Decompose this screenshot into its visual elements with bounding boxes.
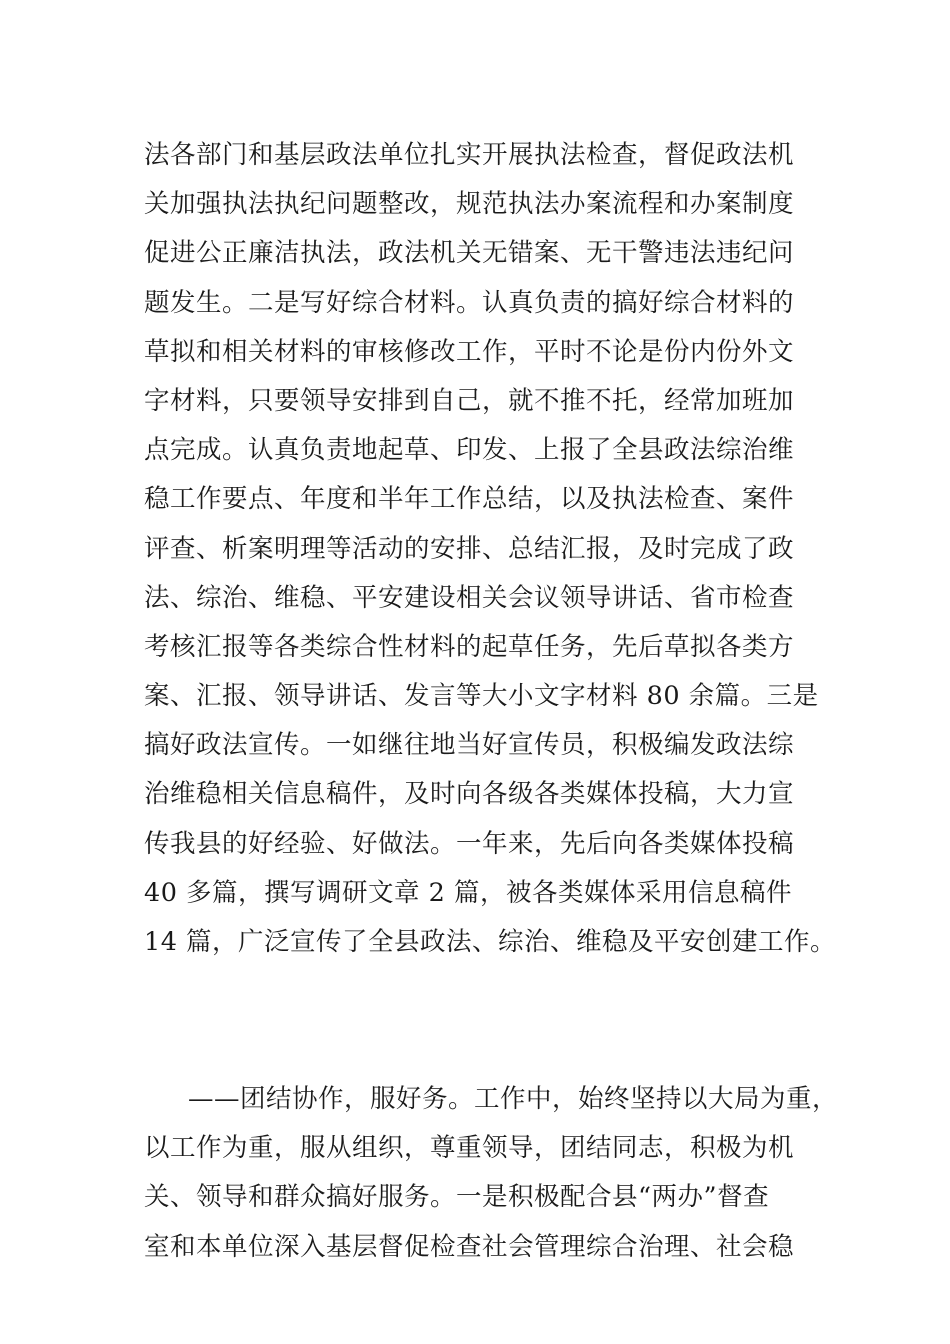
text-line: 案、汇报、领导讲话、发言等大小文字材料 80 余篇。三是 — [144, 681, 819, 712]
text-line: 稳工作要点、年度和半年工作总结，以及执法检查、案件 — [144, 484, 795, 515]
text-line: 考核汇报等各类综合性材料的起草任务，先后草拟各类方 — [144, 631, 795, 662]
text-line: 题发生。二是写好综合材料。认真负责的搞好综合材料的 — [144, 287, 795, 318]
text-line: 以工作为重，服从组织，尊重领导，团结同志，积极为机 — [144, 1133, 795, 1164]
text-line: 法、综治、维稳、平安建设相关会议领导讲话、省市检查 — [144, 582, 795, 613]
text-line: 草拟和相关材料的审核修改工作，平时不论是份内份外文 — [144, 336, 795, 367]
text-line: 评查、析案明理等活动的安排、总结汇报，及时完成了政 — [144, 533, 795, 564]
text-line: 40 多篇，撰写调研文章 2 篇，被各类媒体采用信息稿件 — [144, 877, 792, 908]
text-line: ——团结协作，服好务。工作中，始终坚持以大局为重， — [188, 1084, 839, 1114]
paragraph-2 — [144, 1075, 839, 1272]
text-line: 关、领导和群众搞好服务。一是积极配合县“两办”督查 — [144, 1182, 770, 1213]
text-line: 字材料，只要领导安排到自己，就不推不托，经常加班加 — [144, 385, 795, 416]
text-line: 促进公正廉洁执法，政法机关无错案、无干警违法违纪问 — [144, 238, 795, 269]
text-line: 治维稳相关信息稿件，及时向各级各类媒体投稿，大力宣 — [144, 779, 795, 810]
text-line: 点完成。认真负责地起草、印发、上报了全县政法综治维 — [144, 435, 795, 466]
text-line: 14 篇，广泛宣传了全县政法、综治、维稳及平安创建工作。 — [144, 927, 837, 957]
paragraph-1 — [144, 131, 837, 967]
text-line: 法各部门和基层政法单位扎实开展执法检查，督促政法机 — [144, 140, 795, 170]
text-line: 关加强执法执纪问题整改，规范执法办案流程和办案制度 — [144, 189, 795, 220]
text-line: 传我县的好经验、好做法。一年来，先后向各类媒体投稿 — [144, 828, 795, 859]
text-line: 搞好政法宣传。一如继往地当好宣传员，积极编发政法综 — [144, 730, 795, 761]
text-line: 室和本单位深入基层督促检查社会管理综合治理、社会稳 — [144, 1231, 795, 1262]
